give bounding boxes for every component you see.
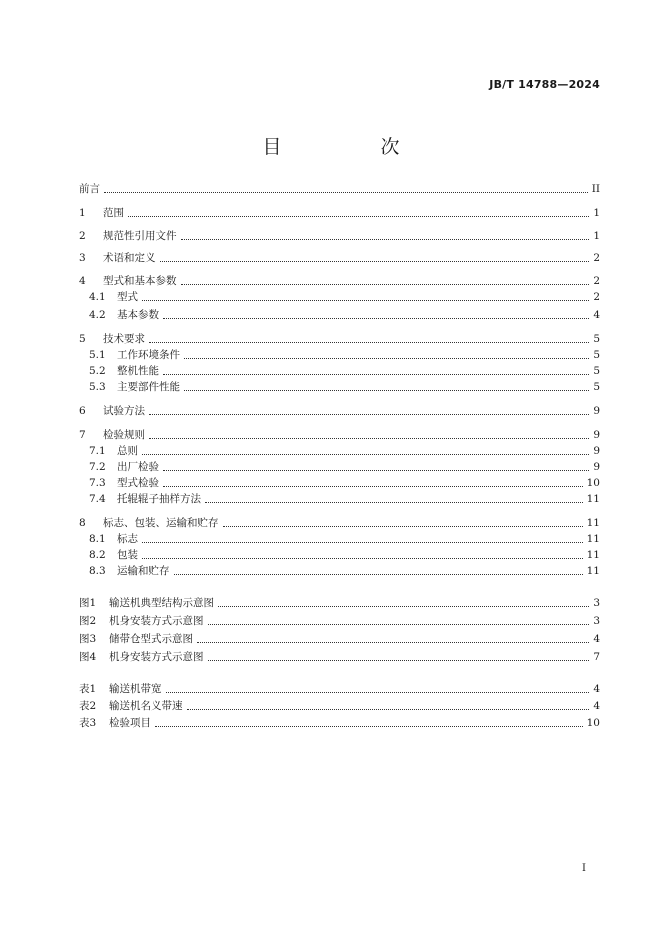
toc-entry-page: 1 (593, 207, 600, 219)
toc-entry-page: 5 (593, 381, 600, 393)
toc-entry-page: 9 (593, 429, 600, 441)
toc-entry-page: 3 (593, 615, 600, 627)
toc-entry-label: 总则 (117, 445, 138, 457)
toc-leader-dots (184, 357, 589, 359)
toc-entry-page: 5 (593, 365, 600, 377)
toc-entry[interactable] (79, 251, 600, 265)
toc-entry-number: 8.3 (89, 565, 106, 577)
toc-entry-page: 11 (586, 517, 600, 529)
toc-leader-dots (149, 437, 589, 439)
toc-entry-label: 包装 (117, 549, 138, 561)
toc-entry-label: 出厂检验 (117, 461, 159, 473)
toc-leader-dots (142, 557, 583, 559)
toc-entry-label: 运输和贮存 (117, 565, 170, 577)
toc-entry-page: 9 (593, 461, 600, 473)
toc-entry[interactable] (79, 596, 600, 610)
toc-entry-number: 8 (79, 517, 86, 529)
toc-entry-number: 5.2 (89, 365, 106, 377)
toc-leader-dots (128, 215, 589, 217)
toc-leader-dots (160, 260, 590, 262)
toc-entry[interactable] (79, 229, 600, 243)
toc-entry-label: 试验方法 (103, 405, 145, 417)
toc-entry-label: 检验规则 (103, 429, 145, 441)
toc-leader-dots (166, 691, 590, 693)
toc-entry-number: 2 (79, 230, 86, 242)
toc-entry-page: 5 (593, 349, 600, 361)
toc-entry-number: 4.1 (89, 291, 106, 303)
toc-entry[interactable] (79, 182, 600, 196)
toc-leader-dots (149, 413, 589, 415)
toc-entry-page: II (591, 183, 600, 195)
toc-entry-label: 型式检验 (117, 477, 159, 489)
toc-entry-number: 图1 (79, 597, 97, 609)
toc-leader-dots (205, 501, 583, 503)
toc-leader-dots (163, 485, 583, 487)
toc-leader-dots (223, 525, 583, 527)
toc-leader-dots (174, 573, 583, 575)
toc-leader-dots (218, 605, 589, 607)
toc-leader-dots (187, 708, 590, 710)
toc-entry[interactable] (79, 206, 600, 220)
toc-entry-number: 8.2 (89, 549, 106, 561)
toc-leader-dots (155, 725, 583, 727)
toc-entry-number: 4 (79, 275, 86, 287)
toc-entry[interactable] (89, 476, 600, 490)
toc-leader-dots (208, 659, 590, 661)
toc-entry-number: 5.3 (89, 381, 106, 393)
toc-entry-number: 4.2 (89, 309, 106, 321)
toc-entry[interactable] (89, 348, 600, 362)
toc-entry-label: 范围 (103, 207, 124, 219)
toc-entry[interactable] (79, 404, 600, 418)
toc-entry-page: 9 (593, 445, 600, 457)
toc-entry-page: 11 (586, 493, 600, 505)
toc-entry[interactable] (89, 548, 600, 562)
toc-entry-page: 3 (593, 597, 600, 609)
toc-entry-page: 10 (586, 477, 600, 489)
toc-leader-dots (208, 623, 590, 625)
toc-entry-label: 机身安装方式示意图 (109, 615, 204, 627)
toc-entry-number: 表2 (79, 700, 97, 712)
toc-entry[interactable] (89, 492, 600, 506)
page-title: 目 次 (262, 136, 440, 158)
toc-entry[interactable] (79, 274, 600, 288)
toc-entry[interactable] (89, 564, 600, 578)
toc-entry[interactable] (89, 290, 600, 304)
toc-entry-label: 输送机典型结构示意图 (109, 597, 214, 609)
toc-entry-label: 型式 (117, 291, 138, 303)
toc-entry-label: 输送机带宽 (109, 683, 162, 695)
toc-entry[interactable] (79, 332, 600, 346)
toc-leader-dots (163, 317, 589, 319)
toc-entry-page: 11 (586, 533, 600, 545)
toc-entry-number: 7.3 (89, 477, 106, 489)
toc-entry-page: 4 (593, 633, 600, 645)
toc-entry-label: 型式和基本参数 (103, 275, 177, 287)
toc-entry-page: 5 (593, 333, 600, 345)
toc-entry[interactable] (79, 650, 600, 664)
toc-leader-dots (142, 541, 583, 543)
toc-entry-label: 机身安装方式示意图 (109, 651, 204, 663)
toc-entry-number: 图2 (79, 615, 97, 627)
toc-entry[interactable] (79, 614, 600, 628)
toc-leader-dots (197, 641, 589, 643)
toc-entry-label: 主要部件性能 (117, 381, 180, 393)
toc-leader-dots (163, 469, 589, 471)
toc-leader-dots (104, 191, 588, 193)
toc-entry-page: 11 (586, 549, 600, 561)
toc-leader-dots (149, 341, 589, 343)
toc-entry-page: 10 (586, 717, 600, 729)
toc-entry-label: 基本参数 (117, 309, 159, 321)
toc-leader-dots (181, 238, 590, 240)
toc-entry-page: 4 (593, 700, 600, 712)
toc-entry-label: 工作环境条件 (117, 349, 180, 361)
toc-entry-label: 技术要求 (103, 333, 145, 345)
toc-entry-number: 表3 (79, 717, 97, 729)
toc-entry-number: 5.1 (89, 349, 106, 361)
toc-entry-number: 7.1 (89, 445, 106, 457)
toc-entry[interactable] (89, 460, 600, 474)
toc-leader-dots (181, 283, 590, 285)
toc-entry-label: 输送机名义带速 (109, 700, 183, 712)
toc-entry-page: 2 (593, 275, 600, 287)
toc-entry-number: 8.1 (89, 533, 106, 545)
toc-entry-label: 前言 (79, 183, 100, 195)
toc-entry[interactable] (89, 380, 600, 394)
toc-entry-number: 7.2 (89, 461, 106, 473)
toc-entry-label: 术语和定义 (103, 252, 156, 264)
toc-entry-number: 5 (79, 333, 86, 345)
toc-leader-dots (142, 453, 589, 455)
toc-entry[interactable] (89, 444, 600, 458)
toc-entry-number: 7 (79, 429, 86, 441)
page-number: I (582, 863, 586, 874)
toc-entry-label: 储带仓型式示意图 (109, 633, 193, 645)
toc-entry-number: 1 (79, 207, 86, 219)
toc-entry[interactable] (79, 682, 600, 696)
toc-entry-page: 2 (593, 252, 600, 264)
toc-entry-label: 托辊辊子抽样方法 (117, 493, 201, 505)
toc-leader-dots (163, 373, 589, 375)
toc-entry-page: 4 (593, 309, 600, 321)
toc-entry[interactable] (79, 516, 600, 530)
toc-entry-page: 2 (593, 291, 600, 303)
toc-entry[interactable] (79, 699, 600, 713)
toc-entry[interactable] (79, 428, 600, 442)
toc-entry-label: 规范性引用文件 (103, 230, 177, 242)
toc-entry-label: 标志 (117, 533, 138, 545)
toc-entry-page: 9 (593, 405, 600, 417)
toc-entry-page: 4 (593, 683, 600, 695)
toc-entry-number: 3 (79, 252, 86, 264)
toc-entry-page: 11 (586, 565, 600, 577)
toc-entry-number: 7.4 (89, 493, 106, 505)
toc-entry[interactable] (89, 532, 600, 546)
toc-leader-dots (142, 299, 589, 301)
toc-entry-number: 图4 (79, 651, 97, 663)
toc-entry-page: 1 (593, 230, 600, 242)
toc-entry-label: 检验项目 (109, 717, 151, 729)
toc-entry-label: 整机性能 (117, 365, 159, 377)
toc-entry[interactable] (89, 308, 600, 322)
document-code: JB/T 14788—2024 (489, 78, 600, 91)
toc-entry-number: 6 (79, 405, 86, 417)
toc-leader-dots (184, 389, 589, 391)
toc-entry[interactable] (79, 632, 600, 646)
toc-entry-number: 图3 (79, 633, 97, 645)
toc-entry-label: 标志、包装、运输和贮存 (103, 517, 219, 529)
toc-entry-page: 7 (593, 651, 600, 663)
toc-entry[interactable] (89, 364, 600, 378)
toc-entry[interactable] (79, 716, 600, 730)
toc-entry-number: 表1 (79, 683, 97, 695)
